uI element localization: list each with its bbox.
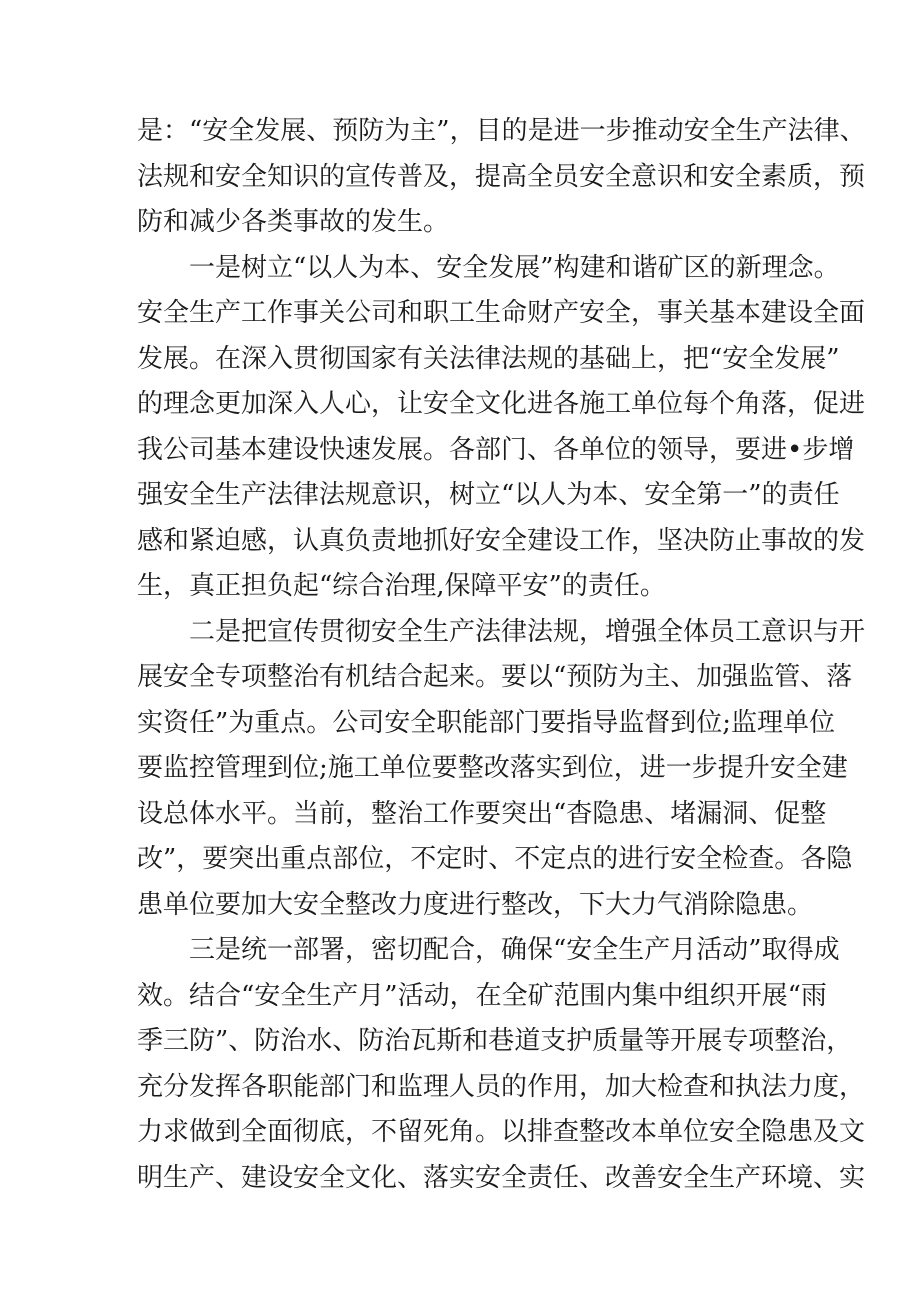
text-line: 效。结合“安全生产月”活动，在全矿范围内集中组织开展“雨 [137,980,827,1011]
text-line: 实资任”为重点。公司安全职能部门要指导监督到位;监理单位 [137,707,836,738]
text-line: 发展。在深入贯彻国家有关法律法规的基础上，把“安全发展” [137,343,840,374]
text-line: 力求做到全面彻底，不留死角。以排查整改本单位安全隐患及文 [137,1117,866,1147]
text-line: 患单位要加大安全整改力度进行整改，下大力气消除隐患。 [137,889,814,920]
paragraph-point-two [137,610,866,929]
text-line: 生，真正担负起“综合治理,保障平安”的责任。 [137,571,666,601]
text-line: 充分发挥各职能部门和监理人员的作用，加大检查和执法力度， [137,1071,866,1102]
text-line: 法规和安全知识的宣传普及，提高全员安全意识和安全素质，预 [137,161,866,192]
text-line: 季三防”、防治水、防治瓦斯和巷道支护质量等开展专项整治， [137,1026,853,1056]
text-line: 我公司基本建设快速发展。各部门、各单位的领导，要进•步增 [137,434,855,465]
text-line: 要监控管理到位;施工单位要整改落实到位，进一步提升安全建 [137,753,848,783]
text-line: 改”，要突出重点部位，不定时、不定点的进行安全检查。各隐 [137,844,853,874]
text-line: 安全生产工作事关公司和职工生命财产安全，事关基本建设全面 [137,298,866,328]
text-line: 展安全专项整治有机结合起来。要以“预防为主、加强监管、落 [137,662,853,692]
text-line: 防和减少各类事故的发生。 [137,207,450,237]
text-line: 一是树立“以人为本、安全发展”构建和谐矿区的新理念。 [189,252,840,283]
text-line: 三是统一部署，密切配合，确保“安全生产月活动”取得成 [189,935,840,965]
text-line: 的理念更加深入人心，让安全文化进各施工单位每个角落，促进 [137,389,866,419]
text-line: 强安全生产法律法规意识，树立“以人为本、安全第一”的责任 [137,480,840,510]
text-line: 明生产、建设安全文化、落实安全责任、改善安全生产环境、实 [137,1162,866,1193]
text-line: 设总体水平。当前，整治工作要突出“杳隐患、堵漏洞、促整 [137,798,827,829]
text-line: 二是把宣传贯彻安全生产法律法规，增强全体员工意识与开 [189,616,866,647]
text-line: 是：“安全发展、预防为主”，目的是进一步推动安全生产法律、 [137,116,866,146]
document-body [137,109,866,1201]
paragraph-point-one [137,246,866,610]
text-line: 感和紧迫感，认真负责地抓好安全建设工作，坚决防止事故的发 [137,525,866,556]
paragraph-point-three [137,928,866,1201]
paragraph-intro [137,109,866,246]
